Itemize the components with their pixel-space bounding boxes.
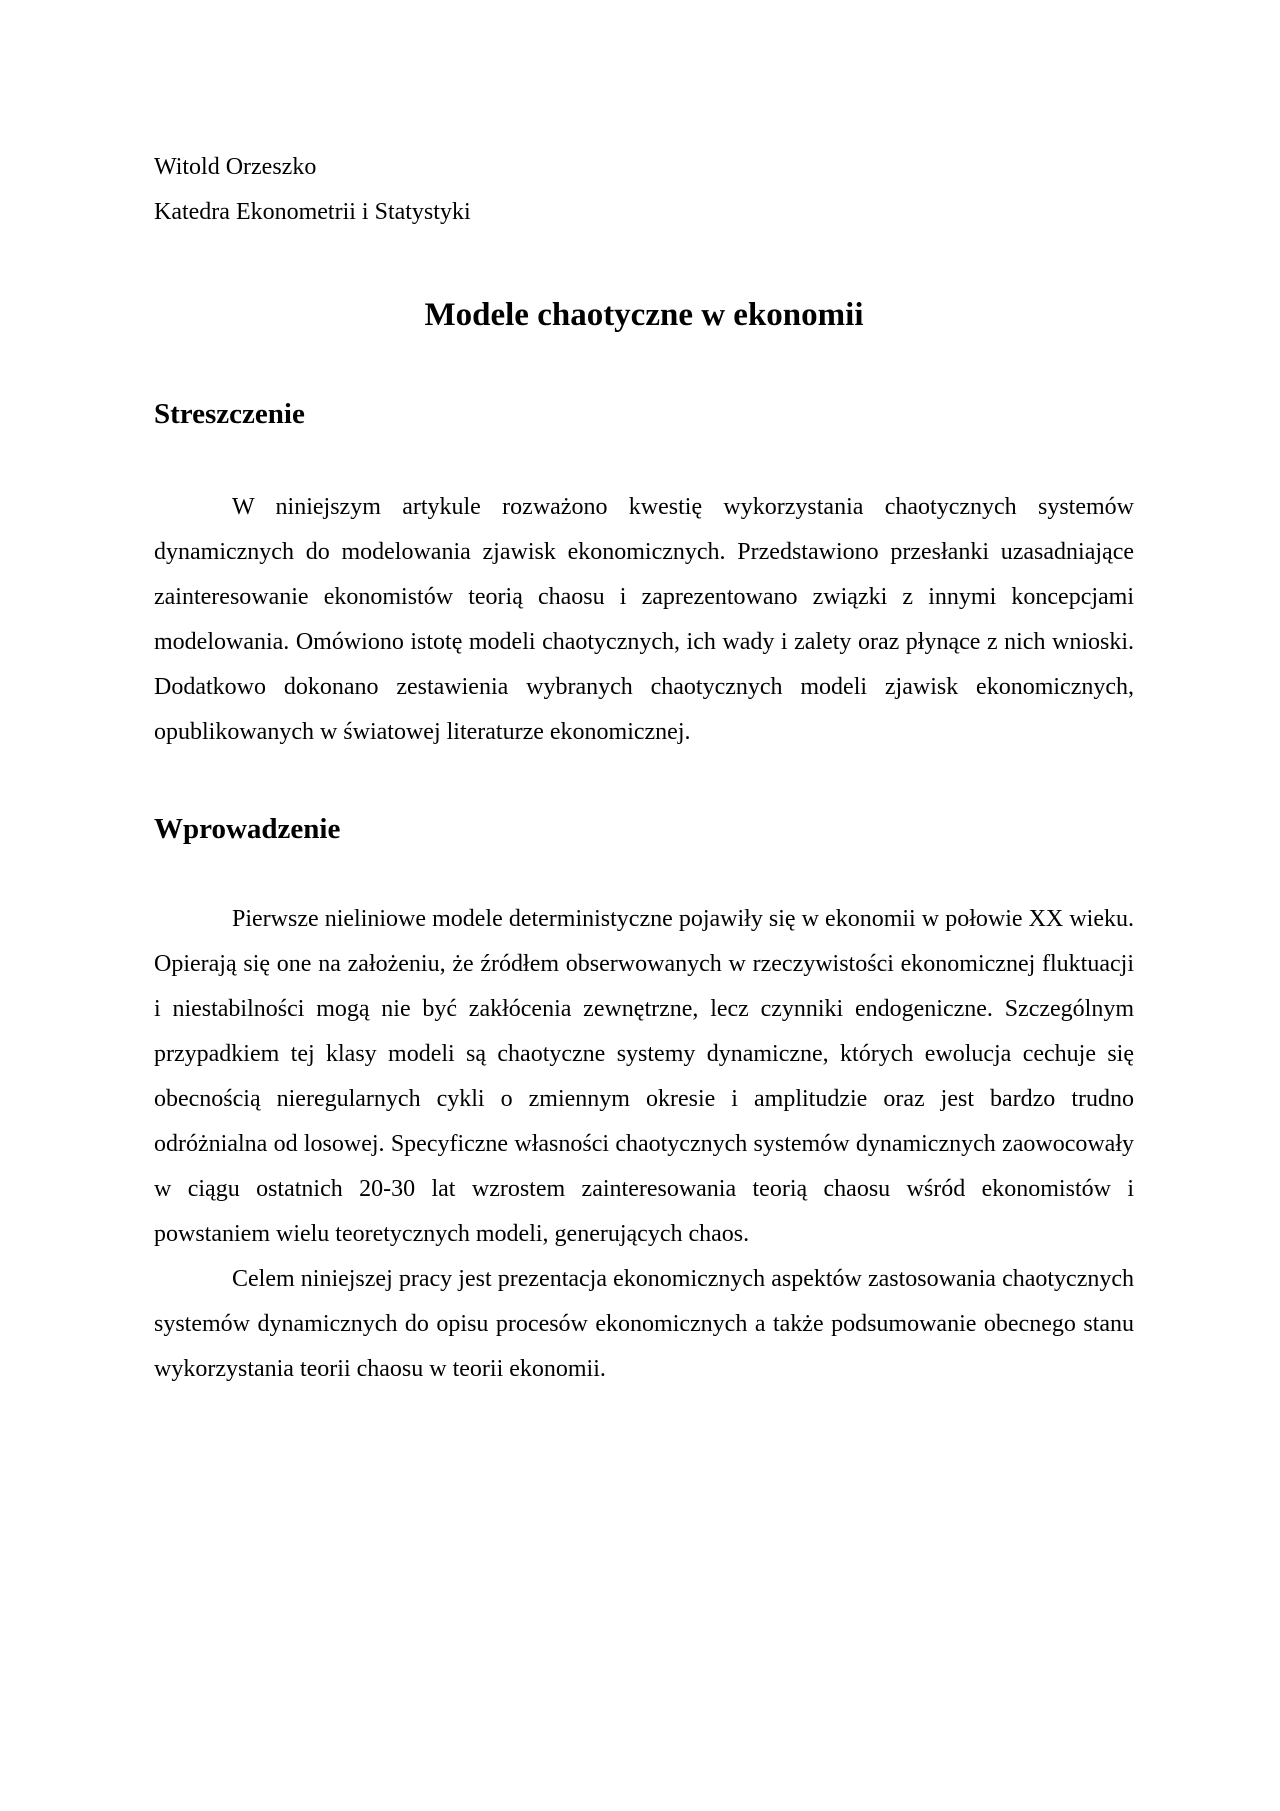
introduction-paragraph: Celem niniejszej pracy jest prezentacja ekonomicznych aspektów zastosowania chaotycznych systemów dynamicznych do opisu procesów ekonomicznych a także podsumowanie obecnego stanu wykorzystania teorii chaosu w teorii ekonomii. xyxy=(154,1266,1134,1382)
section-heading-introduction: Wprowadzenie xyxy=(154,813,341,845)
document-title: Modele chaotyczne w ekonomii xyxy=(424,297,864,333)
section-heading-abstract: Streszczenie xyxy=(154,398,305,430)
document-content xyxy=(154,152,1134,1392)
abstract-paragraph: W niniejszym artykule rozważono kwestię wykorzystania chaotycznych systemów dynamicznych do modelowania zjawisk ekonomicznych. Przedstawiono przesłanki uzasadniające zainteresowanie ekonomistów teorią chaosu i zaprezentowano związki z innymi koncepcjami modelowania. Omówiono istotę modeli chaotycznych, ich wady i zalety oraz płynące z nich wnioski. Dodatkowo dokonano zestawienia wybranych chaotycznych modeli zjawisk ekonomicznych, opublikowanych w światowej literaturze ekonomicznej. xyxy=(154,494,1134,745)
author-affiliation: Katedra Ekonometrii i Statystyki xyxy=(154,199,471,225)
author-name: Witold Orzeszko xyxy=(154,154,317,180)
introduction-paragraph: Pierwsze nieliniowe modele deterministyczne pojawiły się w ekonomii w połowie XX wieku. Opierają się one na założeniu, że źródłem obserwowanych w rzeczywistości ekonomicznej fluktuacji i niestabilności mogą nie być zakłócenia zewnętrzne, lecz czynniki endogeniczne. Szczególnym przypadkiem tej klasy modeli są chaotyczne systemy dynamiczne, których ewolucja cechuje się obecnością nieregularnych cykli o zmiennym okresie i amplitudzie oraz jest bardzo trudno odróżnialna od losowej. Specyficzne własności chaotycznych systemów dynamicznych zaowocowały w ciągu ostatnich 20-30 lat wzrostem zainteresowania teorią chaosu wśród ekonomistów i powstaniem wielu teoretycznych modeli, generujących chaos. xyxy=(154,906,1134,1247)
